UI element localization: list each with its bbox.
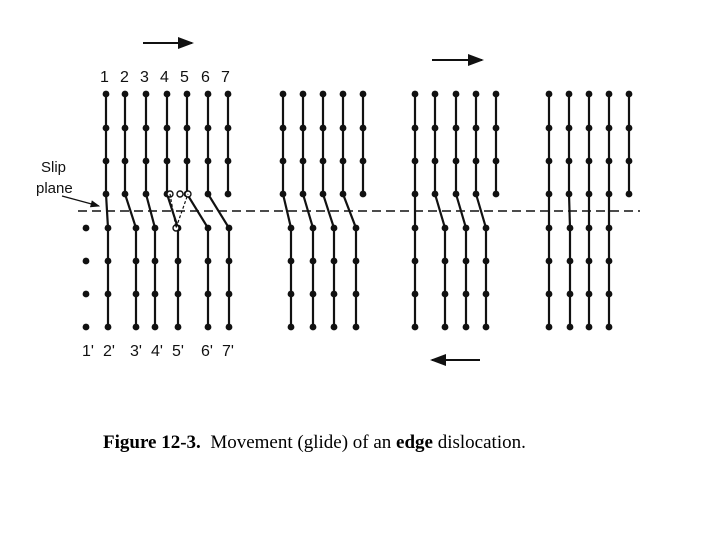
atom-p1-c1-1 <box>83 258 90 265</box>
atom-p2-c2-7 <box>310 324 317 331</box>
atom-p1-c8-2 <box>225 158 232 165</box>
top-label-3: 3 <box>140 69 149 86</box>
atom-p2-c4-2 <box>340 158 347 165</box>
atom-p1-c1-3 <box>83 324 90 331</box>
atom-p2-c3-7 <box>331 324 338 331</box>
atom-p1-c2-0 <box>103 91 110 98</box>
atom-p3-c2-1 <box>432 125 439 132</box>
atom-p3-c2-2 <box>432 158 439 165</box>
atom-p1-c3-1 <box>122 125 129 132</box>
atom-p1-c7-2 <box>205 158 212 165</box>
atom-p2-c2-0 <box>300 91 307 98</box>
atom-p2-c1-0 <box>280 91 287 98</box>
atom-p1-c6-2 <box>184 158 191 165</box>
atom-p4-c4-4 <box>606 225 613 232</box>
atom-p3-c3-1 <box>453 125 460 132</box>
atom-p2-c1-4 <box>288 225 295 232</box>
top-label-5: 5 <box>180 69 189 86</box>
atom-p4-c5-0 <box>626 91 633 98</box>
atom-p4-c4-5 <box>606 258 613 265</box>
atom-p2-c3-1 <box>320 125 327 132</box>
atom-p2-c4-1 <box>340 125 347 132</box>
atom-p3-c1-1 <box>412 125 419 132</box>
atom-p4-c2-4 <box>567 225 574 232</box>
atom-p2-c1-7 <box>288 324 295 331</box>
atom-p1-c3-5 <box>133 258 140 265</box>
top-label-2: 2 <box>120 69 129 86</box>
atom-p1-c6-4 <box>205 225 212 232</box>
atom-p3-c2-7 <box>442 324 449 331</box>
atom-p1-c2-5 <box>105 258 112 265</box>
atom-p2-c1-1 <box>280 125 287 132</box>
atom-p2-c1-3 <box>280 191 287 198</box>
atom-p1-c7-0 <box>205 91 212 98</box>
atom-p3-c1-5 <box>412 258 419 265</box>
atom-p1-c4-7 <box>152 324 159 331</box>
top-label-7: 7 <box>221 69 230 86</box>
atom-p3-c3-5 <box>463 258 470 265</box>
atom-p3-c2-3 <box>432 191 439 198</box>
atom-p3-c5-2 <box>493 158 500 165</box>
atom-p1-c7-7 <box>226 324 233 331</box>
atom-p3-c5-1 <box>493 125 500 132</box>
atom-p2-c3-0 <box>320 91 327 98</box>
top-label-1: 1 <box>100 69 109 86</box>
atom-p1-c6-7 <box>205 324 212 331</box>
atom-p1-c6-0 <box>184 91 191 98</box>
atom-p2-c4-3 <box>340 191 347 198</box>
atom-p4-c1-4 <box>546 225 553 232</box>
atom-p3-c2-0 <box>432 91 439 98</box>
atom-p4-c2-2 <box>566 158 573 165</box>
atom-p1-c2-6 <box>105 291 112 298</box>
caption-text-pre: Movement (glide) of an <box>210 432 397 453</box>
atom-p3-c4-3 <box>473 191 480 198</box>
atom-p4-c2-1 <box>566 125 573 132</box>
atom-p4-c3-5 <box>586 258 593 265</box>
atom-p3-c3-4 <box>463 225 470 232</box>
caption-edge-word: edge <box>396 432 433 453</box>
bottom-label-5: 5' <box>172 343 184 360</box>
atom-p2-c2-3 <box>300 191 307 198</box>
atom-p3-c4-6 <box>483 291 490 298</box>
atom-p4-c4-1 <box>606 125 613 132</box>
atom-p3-c4-4 <box>483 225 490 232</box>
atom-p1-c7-1 <box>205 125 212 132</box>
atom-p1-c2-4 <box>105 225 112 232</box>
atom-p1-c7-6 <box>226 291 233 298</box>
atom-p2-c2-1 <box>300 125 307 132</box>
atom-p1-c3-0 <box>122 91 129 98</box>
atom-p1-c8-0 <box>225 91 232 98</box>
atom-p3-c5-0 <box>493 91 500 98</box>
atom-p1-c3-6 <box>133 291 140 298</box>
atom-p3-c3-6 <box>463 291 470 298</box>
atom-p4-c2-0 <box>566 91 573 98</box>
atom-p1-c3-7 <box>133 324 140 331</box>
atom-p4-c4-3 <box>606 191 613 198</box>
caption-figure-number: Figure 12-3. <box>103 432 201 453</box>
atom-p2-c4-4 <box>353 225 360 232</box>
atom-p4-c3-0 <box>586 91 593 98</box>
atom-p3-c3-0 <box>453 91 460 98</box>
atom-p1-c5-0 <box>164 91 171 98</box>
atom-p4-c2-7 <box>567 324 574 331</box>
atom-p4-c2-6 <box>567 291 574 298</box>
atom-p3-c2-4 <box>442 225 449 232</box>
figure-caption <box>103 432 526 454</box>
atom-p1-c2-7 <box>105 324 112 331</box>
atom-p1-c4-2 <box>143 158 150 165</box>
atom-p1-c3-3 <box>122 191 129 198</box>
atom-p2-c4-7 <box>353 324 360 331</box>
atom-p2-c5-1 <box>360 125 367 132</box>
atom-p2-c3-2 <box>320 158 327 165</box>
atom-p2-c4-6 <box>353 291 360 298</box>
atom-p1-c1-2 <box>83 291 90 298</box>
atom-p4-c4-0 <box>606 91 613 98</box>
atom-p1-c6-1 <box>184 125 191 132</box>
atom-p2-c5-3 <box>360 191 367 198</box>
atom-p2-c4-0 <box>340 91 347 98</box>
atom-p2-c3-3 <box>320 191 327 198</box>
atom-p3-c5-3 <box>493 191 500 198</box>
slip-label-line2: plane <box>36 180 73 197</box>
bottom-label-3: 3' <box>130 343 142 360</box>
atom-p4-c3-6 <box>586 291 593 298</box>
slip-label-line1: Slip <box>41 159 67 176</box>
atom-p3-c1-7 <box>412 324 419 331</box>
atom-p1-c8-3 <box>225 191 232 198</box>
atom-open-p1-1 <box>177 191 183 197</box>
atom-p3-c1-0 <box>412 91 419 98</box>
atom-p3-c3-2 <box>453 158 460 165</box>
atom-p2-c5-2 <box>360 158 367 165</box>
atom-p1-c5-5 <box>175 258 182 265</box>
atom-p3-c4-7 <box>483 324 490 331</box>
atom-p3-c2-5 <box>442 258 449 265</box>
atom-p4-c1-1 <box>546 125 553 132</box>
atom-p2-c1-2 <box>280 158 287 165</box>
bottom-label-7: 7' <box>222 343 234 360</box>
atom-p2-c4-5 <box>353 258 360 265</box>
atom-p3-c3-3 <box>453 191 460 198</box>
atom-p1-c6-5 <box>205 258 212 265</box>
atom-p4-c4-2 <box>606 158 613 165</box>
atom-p1-c3-4 <box>133 225 140 232</box>
atom-p3-c4-2 <box>473 158 480 165</box>
atom-p4-c5-2 <box>626 158 633 165</box>
atom-p2-c2-5 <box>310 258 317 265</box>
atom-p4-c1-2 <box>546 158 553 165</box>
atom-p3-c1-6 <box>412 291 419 298</box>
top-label-4: 4 <box>160 69 169 86</box>
atom-p3-c4-1 <box>473 125 480 132</box>
atom-p3-c1-3 <box>412 191 419 198</box>
bottom-label-4: 4' <box>151 343 163 360</box>
atom-p3-c3-7 <box>463 324 470 331</box>
atom-p2-c1-5 <box>288 258 295 265</box>
slip-plane-pointer <box>62 196 99 206</box>
atom-p4-c3-7 <box>586 324 593 331</box>
atom-p1-c7-3 <box>205 191 212 198</box>
atom-p1-c4-5 <box>152 258 159 265</box>
atom-p1-c2-3 <box>103 191 110 198</box>
atom-p4-c4-7 <box>606 324 613 331</box>
atom-p4-c1-0 <box>546 91 553 98</box>
atom-p1-c5-7 <box>175 324 182 331</box>
atom-p4-c4-6 <box>606 291 613 298</box>
atom-p2-c2-6 <box>310 291 317 298</box>
atom-p1-c8-1 <box>225 125 232 132</box>
atom-p1-c2-2 <box>103 158 110 165</box>
atom-p1-c7-4 <box>226 225 233 232</box>
atom-p1-c5-6 <box>175 291 182 298</box>
atom-p2-c5-0 <box>360 91 367 98</box>
bottom-label-2: 2' <box>103 343 115 360</box>
atom-p4-c1-3 <box>546 191 553 198</box>
atom-p4-c1-6 <box>546 291 553 298</box>
atom-p1-c3-2 <box>122 158 129 165</box>
atom-p2-c2-2 <box>300 158 307 165</box>
atom-p3-c1-2 <box>412 158 419 165</box>
atom-p4-c5-1 <box>626 125 633 132</box>
atom-p2-c2-4 <box>310 225 317 232</box>
atom-p2-c1-6 <box>288 291 295 298</box>
atom-p1-c4-4 <box>152 225 159 232</box>
atom-p4-c5-3 <box>626 191 633 198</box>
atom-p1-c4-0 <box>143 91 150 98</box>
atom-p4-c3-3 <box>586 191 593 198</box>
atom-p4-c1-7 <box>546 324 553 331</box>
atom-p3-c4-5 <box>483 258 490 265</box>
atom-p4-c1-5 <box>546 258 553 265</box>
atom-p4-c3-1 <box>586 125 593 132</box>
atom-p4-c2-5 <box>567 258 574 265</box>
atom-p1-c5-1 <box>164 125 171 132</box>
atom-p1-c5-2 <box>164 158 171 165</box>
atom-p1-c4-6 <box>152 291 159 298</box>
atom-p1-c4-1 <box>143 125 150 132</box>
atom-p3-c2-6 <box>442 291 449 298</box>
atom-p4-c3-2 <box>586 158 593 165</box>
top-label-6: 6 <box>201 69 210 86</box>
bottom-label-6: 6' <box>201 343 213 360</box>
atom-p4-c3-4 <box>586 225 593 232</box>
atom-p3-c1-4 <box>412 225 419 232</box>
atom-p2-c3-5 <box>331 258 338 265</box>
atom-p1-c6-6 <box>205 291 212 298</box>
atom-p2-c3-6 <box>331 291 338 298</box>
atom-p1-c1-0 <box>83 225 90 232</box>
atom-p1-c7-5 <box>226 258 233 265</box>
atom-p3-c4-0 <box>473 91 480 98</box>
bottom-label-1: 1' <box>82 343 94 360</box>
atom-p4-c2-3 <box>566 191 573 198</box>
atom-p1-c2-1 <box>103 125 110 132</box>
atom-p1-c4-3 <box>143 191 150 198</box>
atom-p2-c3-4 <box>331 225 338 232</box>
caption-text-post: dislocation. <box>432 432 526 453</box>
